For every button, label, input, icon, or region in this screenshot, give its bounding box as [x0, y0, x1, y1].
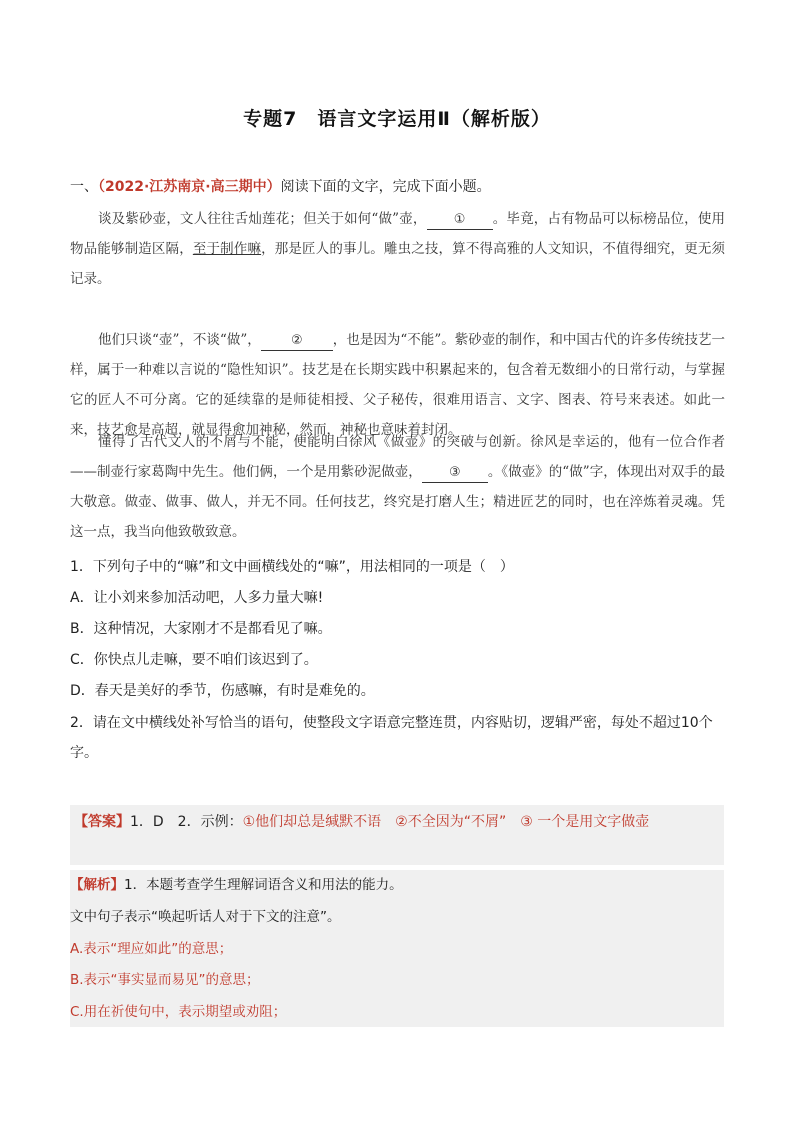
answer-2: ②不全因为“不屑” — [395, 814, 507, 830]
explanation-text: 1．本题考查学生理解词语含义和用法的能力。 — [124, 877, 403, 893]
blank-2: ② — [261, 332, 333, 351]
option-a: A．让小刘来参加活动吧，人多力量大嘛! — [70, 590, 324, 606]
answer-3: ③ 一个是用文字做壶 — [520, 814, 650, 830]
passage-paragraph-1 — [70, 204, 725, 294]
explanation-line-5: C.用在祈使句中，表示期望或劝阻； — [70, 1004, 287, 1020]
passage-text: 懂得了古代文人的不屑与不能，便能明白徐风《做壶》的突破与创新。徐风是幸运的，他有一位合作者——制壶行家葛陶中先生。他们俩，一个是用紫砂泥做壶， — [70, 434, 725, 480]
passage-text: ，那是匠人的事儿。雕虫之技，算不得高雅的人文知识，不值得细究，更无须记录。 — [70, 241, 726, 287]
answer-1: ①他们却总是缄默不语 — [242, 814, 382, 830]
question-instruction: 阅读下面的文字，完成下面小题。 — [280, 179, 491, 195]
explanation-line-3: A.表示“理应如此”的意思； — [70, 941, 233, 957]
passage-text: 他们只谈“壶”，不谈“做”， — [98, 332, 261, 348]
question-2-stem: 2．请在文中横线处补写恰当的语句，使整段文字语意完整连贯，内容贴切，逻辑严密，每处不超过10个字。 — [70, 715, 713, 761]
question-1-stem: 1．下列句子中的“嘛”和文中画横线处的“嘛”，用法相同的一项是（ ） — [70, 559, 514, 575]
answer-tag: 【答案】 — [74, 814, 130, 830]
passage-paragraph-3 — [70, 427, 725, 547]
explanation-line-4: B.表示“事实显而易见”的意思； — [70, 972, 260, 988]
passage-text: 谈及紫砂壶，文人往往舌灿莲花；但关于如何“做”壶， — [98, 211, 427, 227]
underlined-phrase: 至于制作嘛 — [192, 241, 262, 257]
answer-line — [74, 812, 649, 832]
explanation-tag: 【解析】 — [70, 877, 124, 893]
passage-text: ，也是因为“不能”。紫砂壶的制作，和中国古代的许多传统技艺一样，属于一种难以言说的“隐性知识”。技艺是在长期实践中积累起来的，包含着无数细小的日常行动，与掌握它的匠人不可分离。它的延续靠的是师徒相授、父子秘传，很难用语言、文字、图表、符号来表述。如此一来，技艺愈是高超，就显得愈加神秘，然而，神秘也意味着封闭。 — [70, 332, 725, 438]
passage-text: 。《做壶》的“做”字，体现出对双手的最大敬意。做壶、做事、做人，并无不同。任何技艺，终究是打磨人生；精进匠艺的同时，也在淬炼着灵魂。凭这一点，我当向他致敬致意。 — [70, 464, 726, 540]
question-source: （2022·江苏南京·高三期中） — [98, 179, 281, 195]
page-title: 专题7 语言文字运用Ⅱ（解析版） — [243, 108, 551, 130]
passage-text: 。毕竟，占有物品可以标榜品位，使用物品能够制造区隔， — [70, 211, 726, 257]
question-header — [70, 176, 491, 196]
explanation-line-2: 文中句子表示“唤起听话人对于下文的注意”。 — [70, 909, 341, 925]
option-b: B．这种情况，大家刚才不是都看见了嘛。 — [70, 621, 332, 637]
question-prefix: 一、 — [70, 179, 98, 195]
answer-text: 1．D 2．示例： — [130, 814, 243, 830]
blank-3: ③ — [422, 464, 488, 483]
blank-1: ① — [427, 211, 493, 230]
option-d: D．春天是美好的季节，伤感嘛，有时是难免的。 — [70, 683, 375, 699]
explanation-line-1 — [70, 875, 403, 895]
option-c: C．你快点儿走嘛，要不咱们该迟到了。 — [70, 652, 318, 668]
